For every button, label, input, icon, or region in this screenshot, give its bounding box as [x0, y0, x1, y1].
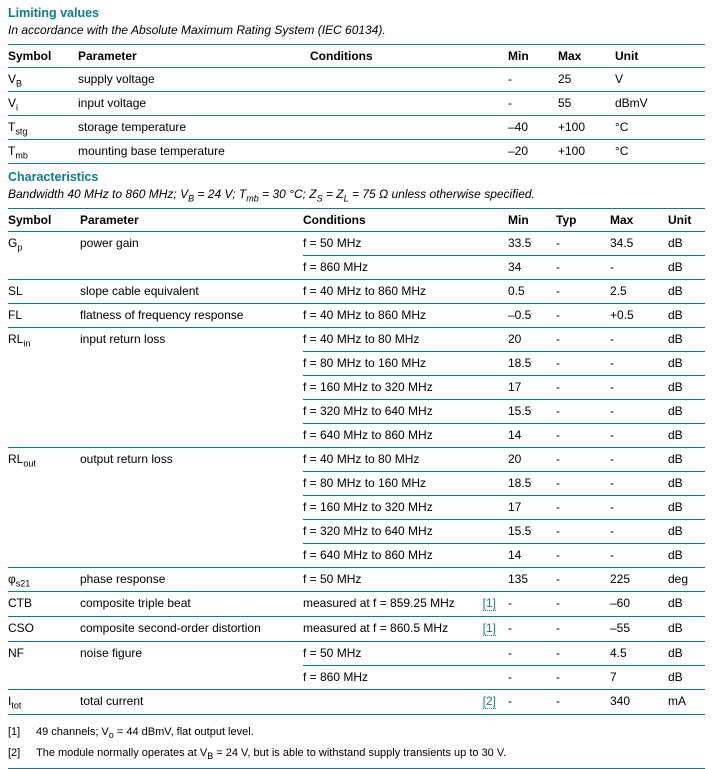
column-header-parameter: Parameter [80, 209, 303, 232]
cell-parameter: mounting base temperature [78, 140, 310, 164]
cell-max: 225 [610, 568, 668, 592]
cell-typ: - [556, 256, 610, 280]
cell-parameter [80, 400, 303, 424]
cell-parameter [80, 376, 303, 400]
footnote-text: 49 channels; $V_o = 44$ dBmV, flat output level. [36, 726, 254, 741]
cell-max: - [610, 400, 668, 424]
cell-max: - [610, 256, 668, 280]
cell-parameter [80, 472, 303, 496]
cell-conditions [310, 92, 508, 116]
cell-conditions [310, 116, 508, 140]
cell-parameter: phase response [80, 568, 303, 592]
header-row [8, 209, 705, 232]
cell-unit: dB [668, 666, 705, 690]
cell-max: 34.5 [610, 232, 668, 256]
cell-min: –0.5 [508, 304, 556, 328]
cell-typ: - [556, 617, 610, 642]
cell-unit: dB [668, 328, 705, 352]
cell-typ: - [556, 520, 610, 544]
cell-max: 7 [610, 666, 668, 690]
table-row [8, 496, 705, 520]
cell-parameter: input voltage [78, 92, 310, 116]
limiting-values-intro: In accordance with the Absolute Maximum Rating System (IEC 60134). [8, 23, 386, 37]
cell-max: 340 [610, 690, 668, 715]
cell-symbol: NF [8, 642, 80, 666]
column-header-max: Max [558, 45, 615, 68]
cell-typ: - [556, 232, 610, 256]
cell-typ: - [556, 642, 610, 666]
table-row [8, 140, 705, 164]
cell-parameter [80, 256, 303, 280]
cell-parameter [80, 544, 303, 568]
cell-parameter [80, 424, 303, 448]
cell-parameter: flatness of frequency response [80, 304, 303, 328]
cell-unit: dB [668, 400, 705, 424]
cell-symbol [8, 496, 80, 520]
cell-parameter [80, 666, 303, 690]
cell-unit: deg [668, 568, 705, 592]
cell-min: 18.5 [508, 352, 556, 376]
cell-unit: dB [668, 642, 705, 666]
cell-typ: - [556, 690, 610, 715]
table-row [8, 376, 705, 400]
table-row [8, 448, 705, 472]
cell-min: –40 [508, 116, 558, 140]
footnote [8, 726, 705, 739]
cell-parameter: input return loss [80, 328, 303, 352]
column-header-unit: Unit [668, 209, 705, 232]
cell-max: - [610, 448, 668, 472]
table-row [8, 352, 705, 376]
cell-max: –55 [610, 617, 668, 642]
cell-conditions: f = 320 MHz to 640 MHz [303, 520, 508, 544]
cell-symbol [8, 256, 80, 280]
cell-conditions: f = 160 MHz to 320 MHz [303, 376, 508, 400]
footnotes-section [8, 726, 705, 760]
cell-max: 55 [558, 92, 615, 116]
cell-min: 15.5 [508, 400, 556, 424]
cell-typ: - [556, 424, 610, 448]
cell-min: 20 [508, 448, 556, 472]
characteristics-table [8, 208, 705, 715]
cell-min: - [508, 92, 558, 116]
cell-min: - [508, 592, 556, 617]
cell-max: - [610, 352, 668, 376]
cell-typ: - [556, 568, 610, 592]
cell-parameter [80, 520, 303, 544]
cell-conditions: measured at f = 860.5 MHz [1] [303, 617, 508, 642]
section-title-characteristics: Characteristics [8, 170, 99, 184]
footnote-label: [1] [8, 726, 21, 738]
table-row [8, 642, 705, 666]
footnote-ref-link[interactable]: [1] [482, 596, 496, 610]
cell-min: 18.5 [508, 472, 556, 496]
cell-symbol: FL [8, 304, 80, 328]
table-row [8, 424, 705, 448]
limiting-values-section [8, 6, 705, 164]
cell-min: 14 [508, 424, 556, 448]
cell-unit: °C [615, 140, 705, 164]
cell-min: 14 [508, 544, 556, 568]
table-row [8, 304, 705, 328]
cell-parameter: slope cable equivalent [80, 280, 303, 304]
cell-symbol: $V_B$ [8, 68, 78, 92]
cell-unit: dB [668, 424, 705, 448]
cell-symbol [8, 400, 80, 424]
column-header-symbol: Symbol [8, 209, 80, 232]
column-header-typ: Typ [556, 209, 610, 232]
cell-typ: - [556, 400, 610, 424]
cell-parameter: noise figure [80, 642, 303, 666]
cell-typ: - [556, 666, 610, 690]
cell-max: 25 [558, 68, 615, 92]
cell-typ: - [556, 352, 610, 376]
cell-parameter: composite triple beat [80, 592, 303, 617]
cell-min: - [508, 617, 556, 642]
cell-parameter: composite second-order distortion [80, 617, 303, 642]
cell-conditions: f = 860 MHz [303, 256, 508, 280]
cell-symbol [8, 666, 80, 690]
column-header-symbol: Symbol [8, 45, 78, 68]
cell-parameter: power gain [80, 232, 303, 256]
characteristics-section [8, 170, 705, 715]
cell-conditions: f = 160 MHz to 320 MHz [303, 496, 508, 520]
cell-symbol: $V_i$ [8, 92, 78, 116]
table-row [8, 472, 705, 496]
cell-min: 17 [508, 496, 556, 520]
header-row [8, 45, 705, 68]
table-row [8, 400, 705, 424]
cell-typ: - [556, 280, 610, 304]
cell-unit: dB [668, 472, 705, 496]
cell-symbol [8, 520, 80, 544]
cell-max: 2.5 [610, 280, 668, 304]
column-header-conditions: Conditions [303, 209, 508, 232]
cell-min: - [508, 666, 556, 690]
cell-symbol: CTB [8, 592, 80, 617]
cell-conditions: measured at f = 859.25 MHz [1] [303, 592, 508, 617]
cell-conditions: f = 80 MHz to 160 MHz [303, 352, 508, 376]
cell-max: +100 [558, 140, 615, 164]
cell-parameter [80, 352, 303, 376]
footnote [8, 747, 705, 760]
column-header-max: Max [610, 209, 668, 232]
table-row [8, 544, 705, 568]
cell-min: 15.5 [508, 520, 556, 544]
cell-symbol: CSO [8, 617, 80, 642]
cell-conditions: f = 50 MHz [303, 232, 508, 256]
cell-parameter [80, 496, 303, 520]
cell-conditions: f = 40 MHz to 860 MHz [303, 304, 508, 328]
cell-symbol [8, 544, 80, 568]
cell-unit: dBmV [615, 92, 705, 116]
cell-unit: dB [668, 617, 705, 642]
cell-max: –60 [610, 592, 668, 617]
cell-max: - [610, 424, 668, 448]
cell-symbol: $RL_{out}$ [8, 448, 80, 472]
limiting-values-table [8, 44, 705, 164]
cell-unit: dB [668, 544, 705, 568]
table-row [8, 68, 705, 92]
cell-conditions [310, 140, 508, 164]
cell-max: - [610, 544, 668, 568]
cell-max: - [610, 472, 668, 496]
cell-conditions: f = 40 MHz to 80 MHz [303, 328, 508, 352]
characteristics-intro: Bandwidth 40 MHz to 860 MHz; $V_B = 24$ V; $T_{mb} = 30$ °C; $Z_S = Z_L = 75$ Ω unless otherwise specified. [8, 187, 535, 204]
cell-symbol [8, 352, 80, 376]
cell-unit: dB [668, 448, 705, 472]
table-row [8, 116, 705, 140]
cell-parameter: output return loss [80, 448, 303, 472]
cell-min: –20 [508, 140, 558, 164]
footnote-ref-link[interactable]: [2] [482, 694, 496, 708]
table-row [8, 568, 705, 592]
cell-max: +100 [558, 116, 615, 140]
cell-symbol: $G_p$ [8, 232, 80, 256]
cell-typ: - [556, 592, 610, 617]
table-row [8, 280, 705, 304]
cell-unit: dB [668, 592, 705, 617]
cell-unit: dB [668, 496, 705, 520]
cell-unit: dB [668, 256, 705, 280]
cell-typ: - [556, 472, 610, 496]
table-row [8, 232, 705, 256]
cell-symbol [8, 376, 80, 400]
cell-min: - [508, 68, 558, 92]
cell-symbol: $T_{mb}$ [8, 140, 78, 164]
cell-max: - [610, 496, 668, 520]
cell-max: +0.5 [610, 304, 668, 328]
cell-conditions: f = 640 MHz to 860 MHz [303, 544, 508, 568]
cell-unit: dB [668, 232, 705, 256]
cell-conditions: f = 860 MHz [303, 666, 508, 690]
cell-min: 34 [508, 256, 556, 280]
cell-symbol [8, 424, 80, 448]
cell-max: 4.5 [610, 642, 668, 666]
cell-min: 135 [508, 568, 556, 592]
cell-symbol: $\varphi_{s21}$ [8, 568, 80, 592]
cell-min: 33.5 [508, 232, 556, 256]
table-row [8, 592, 705, 617]
cell-unit: dB [668, 520, 705, 544]
table-row [8, 520, 705, 544]
cell-parameter: total current [80, 690, 303, 715]
column-header-conditions: Conditions [310, 45, 508, 68]
cell-max: - [610, 328, 668, 352]
cell-conditions: f = 80 MHz to 160 MHz [303, 472, 508, 496]
table-row [8, 690, 705, 715]
column-header-min: Min [508, 209, 556, 232]
cell-conditions: f = 40 MHz to 860 MHz [303, 280, 508, 304]
cell-min: 0.5 [508, 280, 556, 304]
cell-symbol: SL [8, 280, 80, 304]
table-row [8, 92, 705, 116]
cell-typ: - [556, 544, 610, 568]
cell-typ: - [556, 376, 610, 400]
cell-unit: °C [615, 116, 705, 140]
cell-min: - [508, 690, 556, 715]
cell-max: - [610, 520, 668, 544]
cell-conditions: f = 50 MHz [303, 642, 508, 666]
column-header-parameter: Parameter [78, 45, 310, 68]
cell-unit: dB [668, 304, 705, 328]
column-header-unit: Unit [615, 45, 705, 68]
cell-unit: mA [668, 690, 705, 715]
cell-symbol: $RL_{in}$ [8, 328, 80, 352]
section-title-limiting-values: Limiting values [8, 6, 99, 20]
table-row [8, 256, 705, 280]
cell-symbol: $T_{stg}$ [8, 116, 78, 140]
cell-unit: V [615, 68, 705, 92]
cell-max: - [610, 376, 668, 400]
table-row [8, 328, 705, 352]
cell-conditions: f = 320 MHz to 640 MHz [303, 400, 508, 424]
cell-min: - [508, 642, 556, 666]
cell-parameter: supply voltage [78, 68, 310, 92]
footnote-ref-link[interactable]: [1] [482, 621, 496, 635]
cell-conditions: f = 640 MHz to 860 MHz [303, 424, 508, 448]
cell-unit: dB [668, 280, 705, 304]
cell-typ: - [556, 448, 610, 472]
cell-typ: - [556, 496, 610, 520]
cell-unit: dB [668, 352, 705, 376]
table-row [8, 617, 705, 642]
footnote-label: [2] [8, 747, 21, 759]
footnote-text: The module normally operates at $V_B = 24$ V, but is able to withstand supply transients up to 30 V. [36, 747, 507, 762]
cell-symbol [8, 472, 80, 496]
cell-unit: dB [668, 376, 705, 400]
cell-typ: - [556, 304, 610, 328]
table-row [8, 666, 705, 690]
cell-min: 20 [508, 328, 556, 352]
cell-conditions [303, 690, 508, 715]
column-header-min: Min [508, 45, 558, 68]
cell-conditions [310, 68, 508, 92]
cell-typ: - [556, 328, 610, 352]
cell-conditions: f = 40 MHz to 80 MHz [303, 448, 508, 472]
cell-min: 17 [508, 376, 556, 400]
cell-symbol: $I_{tot}$ [8, 690, 80, 715]
cell-conditions: f = 50 MHz [303, 568, 508, 592]
cell-parameter: storage temperature [78, 116, 310, 140]
